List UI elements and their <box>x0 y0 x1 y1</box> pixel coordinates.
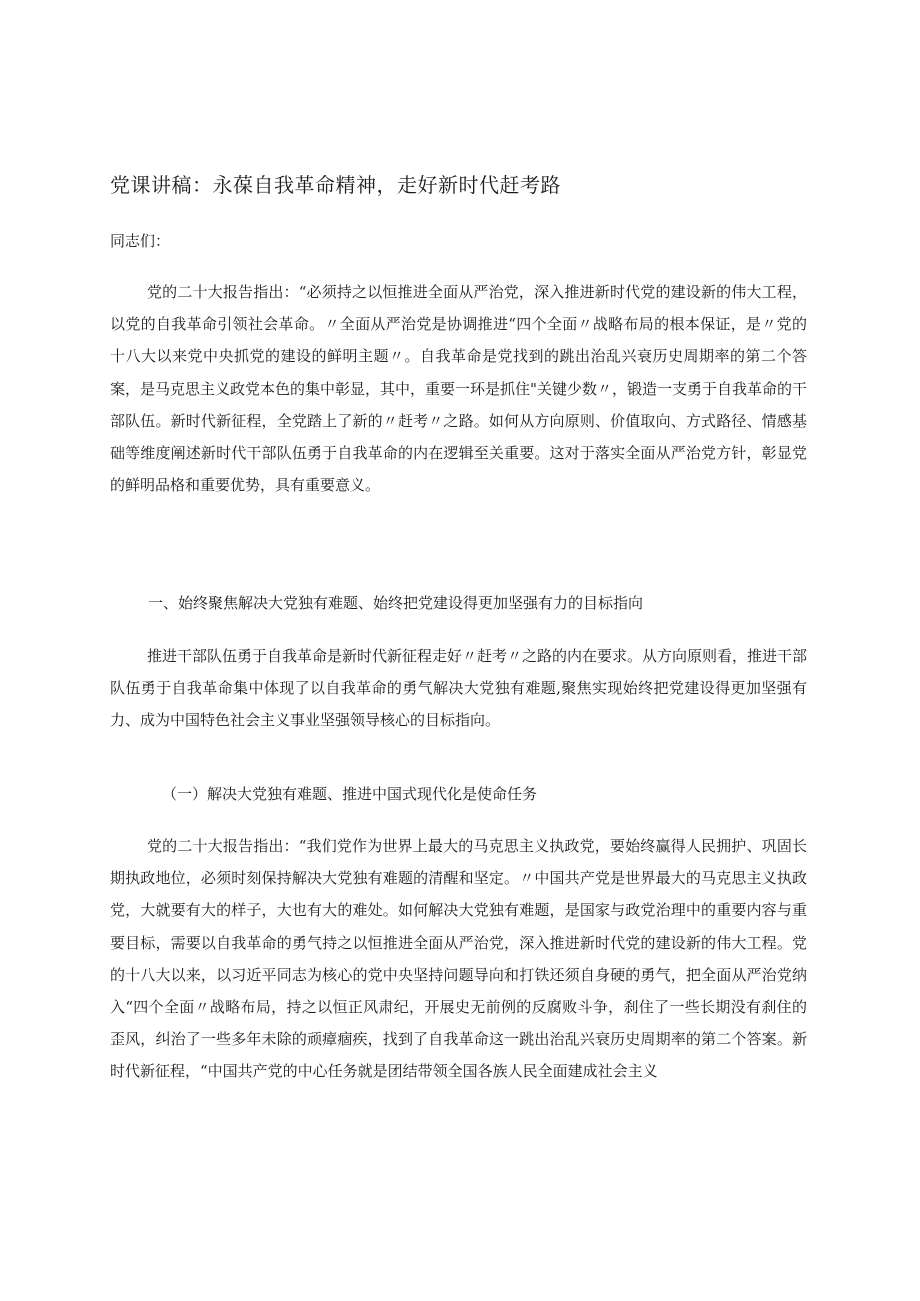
body-paragraph-1: 党的二十大报告指出：“必须持之以恒推进全面从严治党，深入推进新时代党的建设新的伟大工程，以党的自我革命引领社会革命。〃全面从严治党是协调推进“四个全面〃战略布局的根本保证，是〃党的十八大以来党中央抓党的建设的鲜明主题〃。自我革命是党找到的跳出治乱兴衰历史周期率的第二个答案，是马克思主义政党本色的集中彰显，其中，重要一环是抓住"关键少数〃，锻造一支勇于自我革命的干部队伍。新时代新征程，全党踏上了新的〃赶考〃之路。如何从方向原则、价值取向、方式路径、情感基础等维度阐述新时代干部队伍勇于自我革命的内在逻辑至关重要。这对于落实全面从严治党方针，彰显党的鲜明品格和重要优势，具有重要意义。 <box>110 283 807 495</box>
body-paragraph-3: 党的二十大报告指出：“我们党作为世界上最大的马克思主义执政党，要始终赢得人民拥护、巩固长期执政地位，必须时刻保持解决大党独有难题的清醒和坚定。〃中国共产党是世界最大的马克思主义执政党，大就要有大的样子，大也有大的难处。如何解决大党独有难题，是国家与政党治理中的重要内容与重要目标，需要以自我革命的勇气持之以恒推进全面从严治党，深入推进新时代党的建设新的伟大工程。党的十八大以来，以习近平同志为核心的党中央坚持问题导向和打铁还须自身硬的勇气，把全面从严治党纳入“四个全面〃战略布局，持之以恒正风肃纪，开展史无前例的反腐败斗争，刹住了一些长期没有刹住的歪风，纠治了一些多年未除的顽瘴痼疾，找到了自我革命这一跳出治乱兴衰历史周期率的第二个答案。新时代新征程，“中国共产党的中心任务就是团结带领全国各族人民全面建成社会主义 <box>110 837 807 1081</box>
salutation: 同志们： <box>110 232 171 250</box>
section-heading-1: 一、始终聚焦解决大党独有难题、始终把党建设得更加坚强有力的目标指向 <box>148 594 644 612</box>
document-title: 党课讲稿：永葆自我革命精神，走好新时代赶考路 <box>110 173 561 197</box>
body-paragraph-2: 推进干部队伍勇于自我革命是新时代新征程走好〃赶考〃之路的内在要求。从方向原则看，推进干部队伍勇于自我革命集中体现了以自我革命的勇气解决大党独有难题,聚焦实现始终把党建设得更加坚强有力、成为中国特色社会主义事业坚强领导核心的目标指向。 <box>110 647 808 730</box>
subsection-heading-1: （一）解决大党独有难题、推进中国式现代化是使命任务 <box>162 785 538 803</box>
